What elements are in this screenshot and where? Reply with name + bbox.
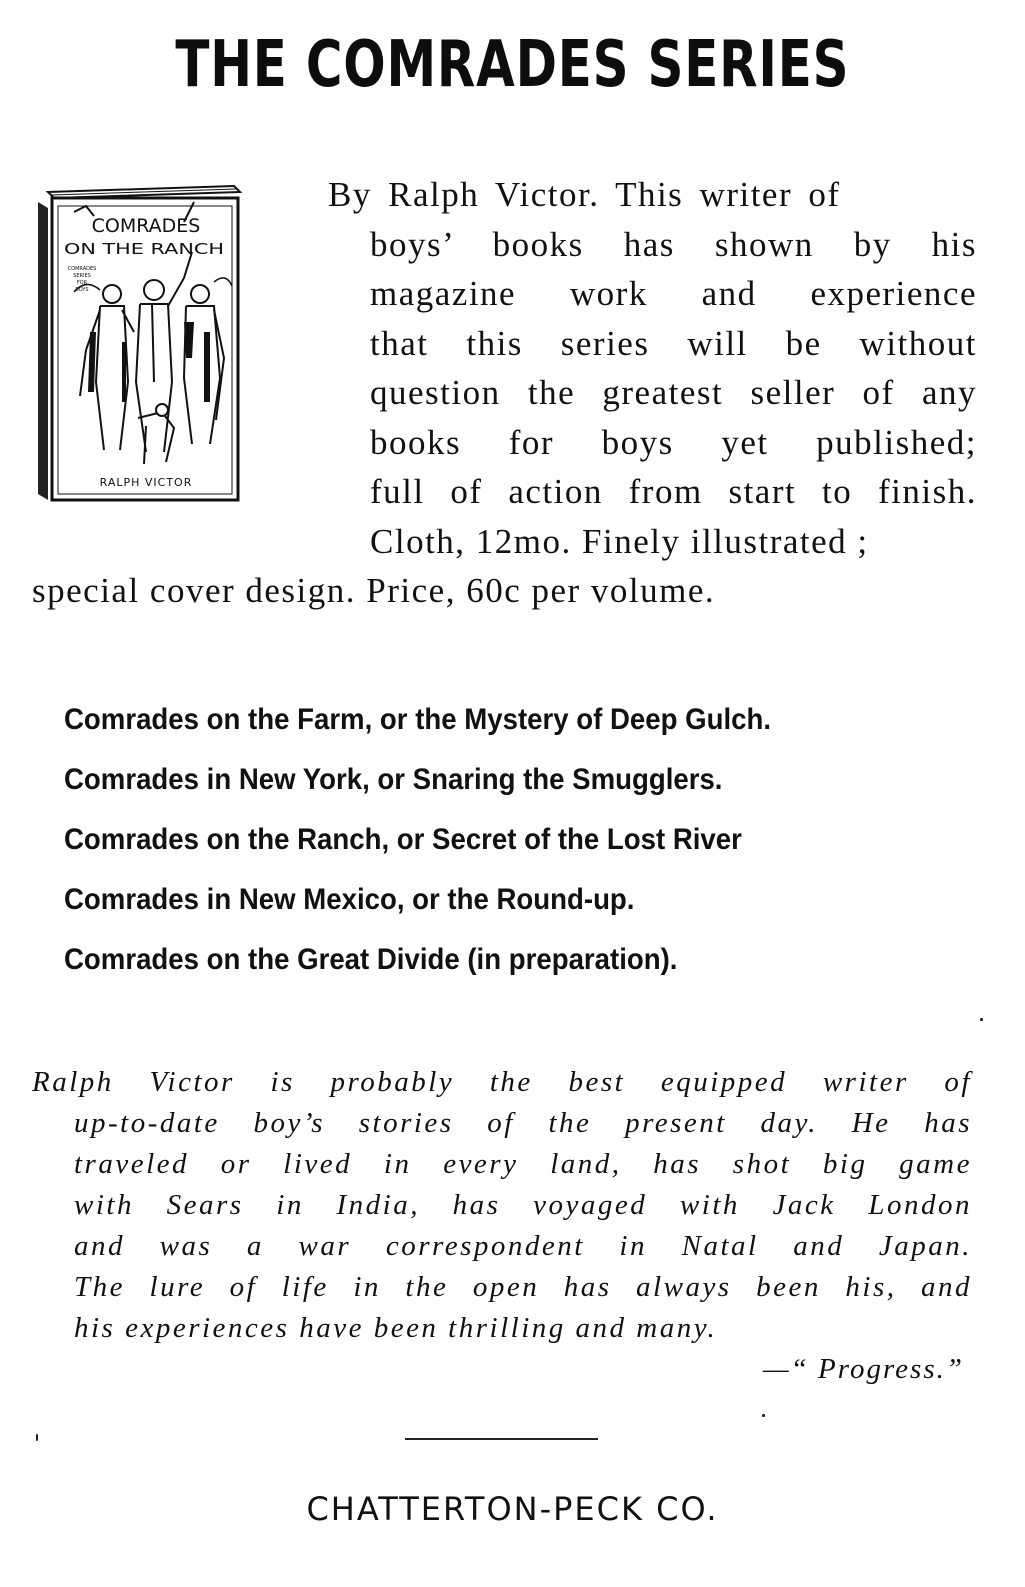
print-speck: [762, 1414, 765, 1417]
description-line: that this series will be without: [370, 323, 977, 363]
series-description: [32, 170, 977, 616]
description-line: Cloth, 12mo. Finely illustrated ;: [370, 521, 869, 561]
cover-title-line2: ON THE RANCH: [64, 240, 224, 258]
divider-rule: [405, 1438, 598, 1440]
cover-author: RALPH VICTOR: [99, 476, 193, 489]
review-line: his experiences have been thrilling and many.: [74, 1312, 718, 1344]
review-line: traveled or lived in every land, has shot big game: [74, 1148, 972, 1180]
print-speck: [36, 1434, 38, 1441]
description-line: books for boys yet published;: [370, 422, 977, 462]
book-title-item: Comrades in New York, or Snaring the Smugglers.: [64, 763, 723, 796]
cover-series-line3: FOR: [76, 280, 88, 286]
cover-title-line1: COMRADES: [91, 215, 201, 237]
review-line: and was a war correspondent in Natal and Japan.: [74, 1230, 972, 1262]
review-line: The lure of life in the open has always been his, and: [74, 1271, 972, 1303]
cover-series-line2: SERIES: [73, 273, 91, 279]
description-line: special cover design. Price, 60c per volume.: [32, 571, 716, 610]
cover-series-line1: COMRADES: [67, 266, 97, 272]
review-line: Ralph Victor is probably the best equipped writer of: [32, 1066, 972, 1098]
print-speck: [980, 1018, 983, 1021]
publisher-name: CHATTERTON-PECK CO.: [306, 1490, 719, 1528]
review-line: with Sears in India, has voyaged with Jack London: [74, 1189, 972, 1221]
description-line: By Ralph Victor. This writer of: [328, 175, 841, 214]
review-quote: [32, 1062, 972, 1390]
cover-series-line4: BOYS: [75, 287, 89, 293]
review-line: up-to-date boy’s stories of the present day. He has: [74, 1107, 972, 1139]
description-line: full of action from start to finish.: [370, 472, 977, 511]
page-title: THE COMRADES SERIES: [175, 28, 850, 102]
description-line: magazine work and experience: [370, 274, 977, 313]
description-line: boys’ books has shown by his: [370, 224, 977, 264]
book-title-item: Comrades on the Ranch, or Secret of the Lost River: [64, 823, 742, 856]
description-line: question the greatest seller of any: [370, 373, 977, 412]
book-title-item: Comrades in New Mexico, or the Round-up.: [64, 883, 635, 916]
book-title-list: [64, 690, 874, 990]
review-source: —“ Progress.”: [762, 1353, 964, 1385]
book-title-item: Comrades on the Great Divide (in preparation).: [64, 943, 678, 976]
book-title-item: Comrades on the Farm, or the Mystery of Deep Gulch.: [64, 703, 772, 736]
